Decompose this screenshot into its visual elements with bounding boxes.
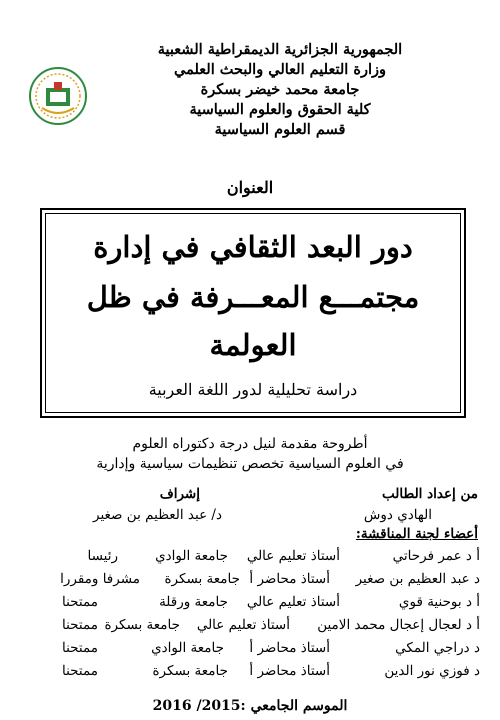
member-name: أ د عمر فرحاتي xyxy=(392,548,480,564)
committee-title: أعضاء لجنة المناقشة: xyxy=(355,526,478,542)
committee-row xyxy=(20,548,480,570)
member-rank: أستاذ تعليم عالي xyxy=(196,617,290,633)
title-box xyxy=(40,208,466,418)
member-rank: أستاذ محاضر أ xyxy=(249,571,330,587)
header-line-faculty: كلية الحقوق والعلوم السياسية xyxy=(189,101,371,118)
committee-row xyxy=(20,617,480,639)
member-rank: أستاذ تعليم عالي xyxy=(246,548,340,564)
member-university: جامعة الوادي xyxy=(155,548,228,564)
member-university: جامعة بسكرة xyxy=(164,571,240,587)
header-line-university: جامعة محمد خيضر بسكرة xyxy=(200,81,360,98)
committee-row xyxy=(20,663,480,685)
member-role: رئيسا xyxy=(87,548,118,564)
member-rank: أستاذ محاضر أ xyxy=(249,663,330,679)
committee-row xyxy=(20,594,480,616)
committee-row xyxy=(20,571,480,593)
title-line-2: مجتمـــع المعـــرفة في ظل xyxy=(86,280,420,314)
prepared-by-label: من إعداد الطالب xyxy=(382,486,478,502)
header-line-ministry: وزارة التعليم العالي والبحث العلمي xyxy=(174,61,386,78)
member-university: جامعة بسكرة xyxy=(104,617,180,633)
header-line-republic: الجمهورية الجزائرية الديمقراطية الشعبية xyxy=(157,41,403,58)
title-subtitle: دراسة تحليلية لدور اللغة العربية xyxy=(148,380,358,399)
member-name: د عبد العظيم بن صغير xyxy=(355,571,480,587)
member-name: د دراجي المكي xyxy=(395,640,480,656)
supervision-label: إشراف xyxy=(159,486,200,502)
thesis-description-line-2: في العلوم السياسية تخصص تنظيمات سياسية وإدارية xyxy=(96,456,404,472)
member-role: ممتحنا xyxy=(61,663,98,679)
title-line-1: دور البعد الثقافي في إدارة xyxy=(93,230,413,264)
thesis-description-line-1: أطروحة مقدمة لنيل درجة دكتوراه العلوم xyxy=(132,436,368,452)
member-university: جامعة ورقلة xyxy=(159,594,228,610)
student-name: الهادي دوش xyxy=(363,507,432,523)
member-university: جامعة بسكرة xyxy=(152,663,228,679)
member-name: أ د لعجال إعجال محمد الامين xyxy=(317,617,480,633)
member-name: د فوزي نور الدين xyxy=(384,663,480,679)
supervisor-name: د/ عبد العظيم بن صغير xyxy=(93,507,222,523)
academic-season: الموسم الجامعي :2015/ 2016 xyxy=(152,698,348,714)
university-emblem-icon xyxy=(28,66,88,126)
title-label: العنوان xyxy=(226,178,274,197)
member-university: جامعة الوادي xyxy=(151,640,224,656)
member-rank: أستاذ محاضر أ xyxy=(249,640,330,656)
member-role: ممتحنا xyxy=(61,594,98,610)
institution-header xyxy=(130,40,430,140)
title-line-3: العولمة xyxy=(209,328,297,362)
member-rank: أستاذ تعليم عالي xyxy=(246,594,340,610)
member-name: أ د بوحنية قوي xyxy=(398,594,480,610)
member-role: ممتحنا xyxy=(61,617,98,633)
committee-row xyxy=(20,640,480,662)
header-line-department: قسم العلوم السياسية xyxy=(214,121,346,138)
member-role: ممتحنا xyxy=(61,640,98,656)
member-role: مشرفا ومقررا xyxy=(60,571,140,587)
